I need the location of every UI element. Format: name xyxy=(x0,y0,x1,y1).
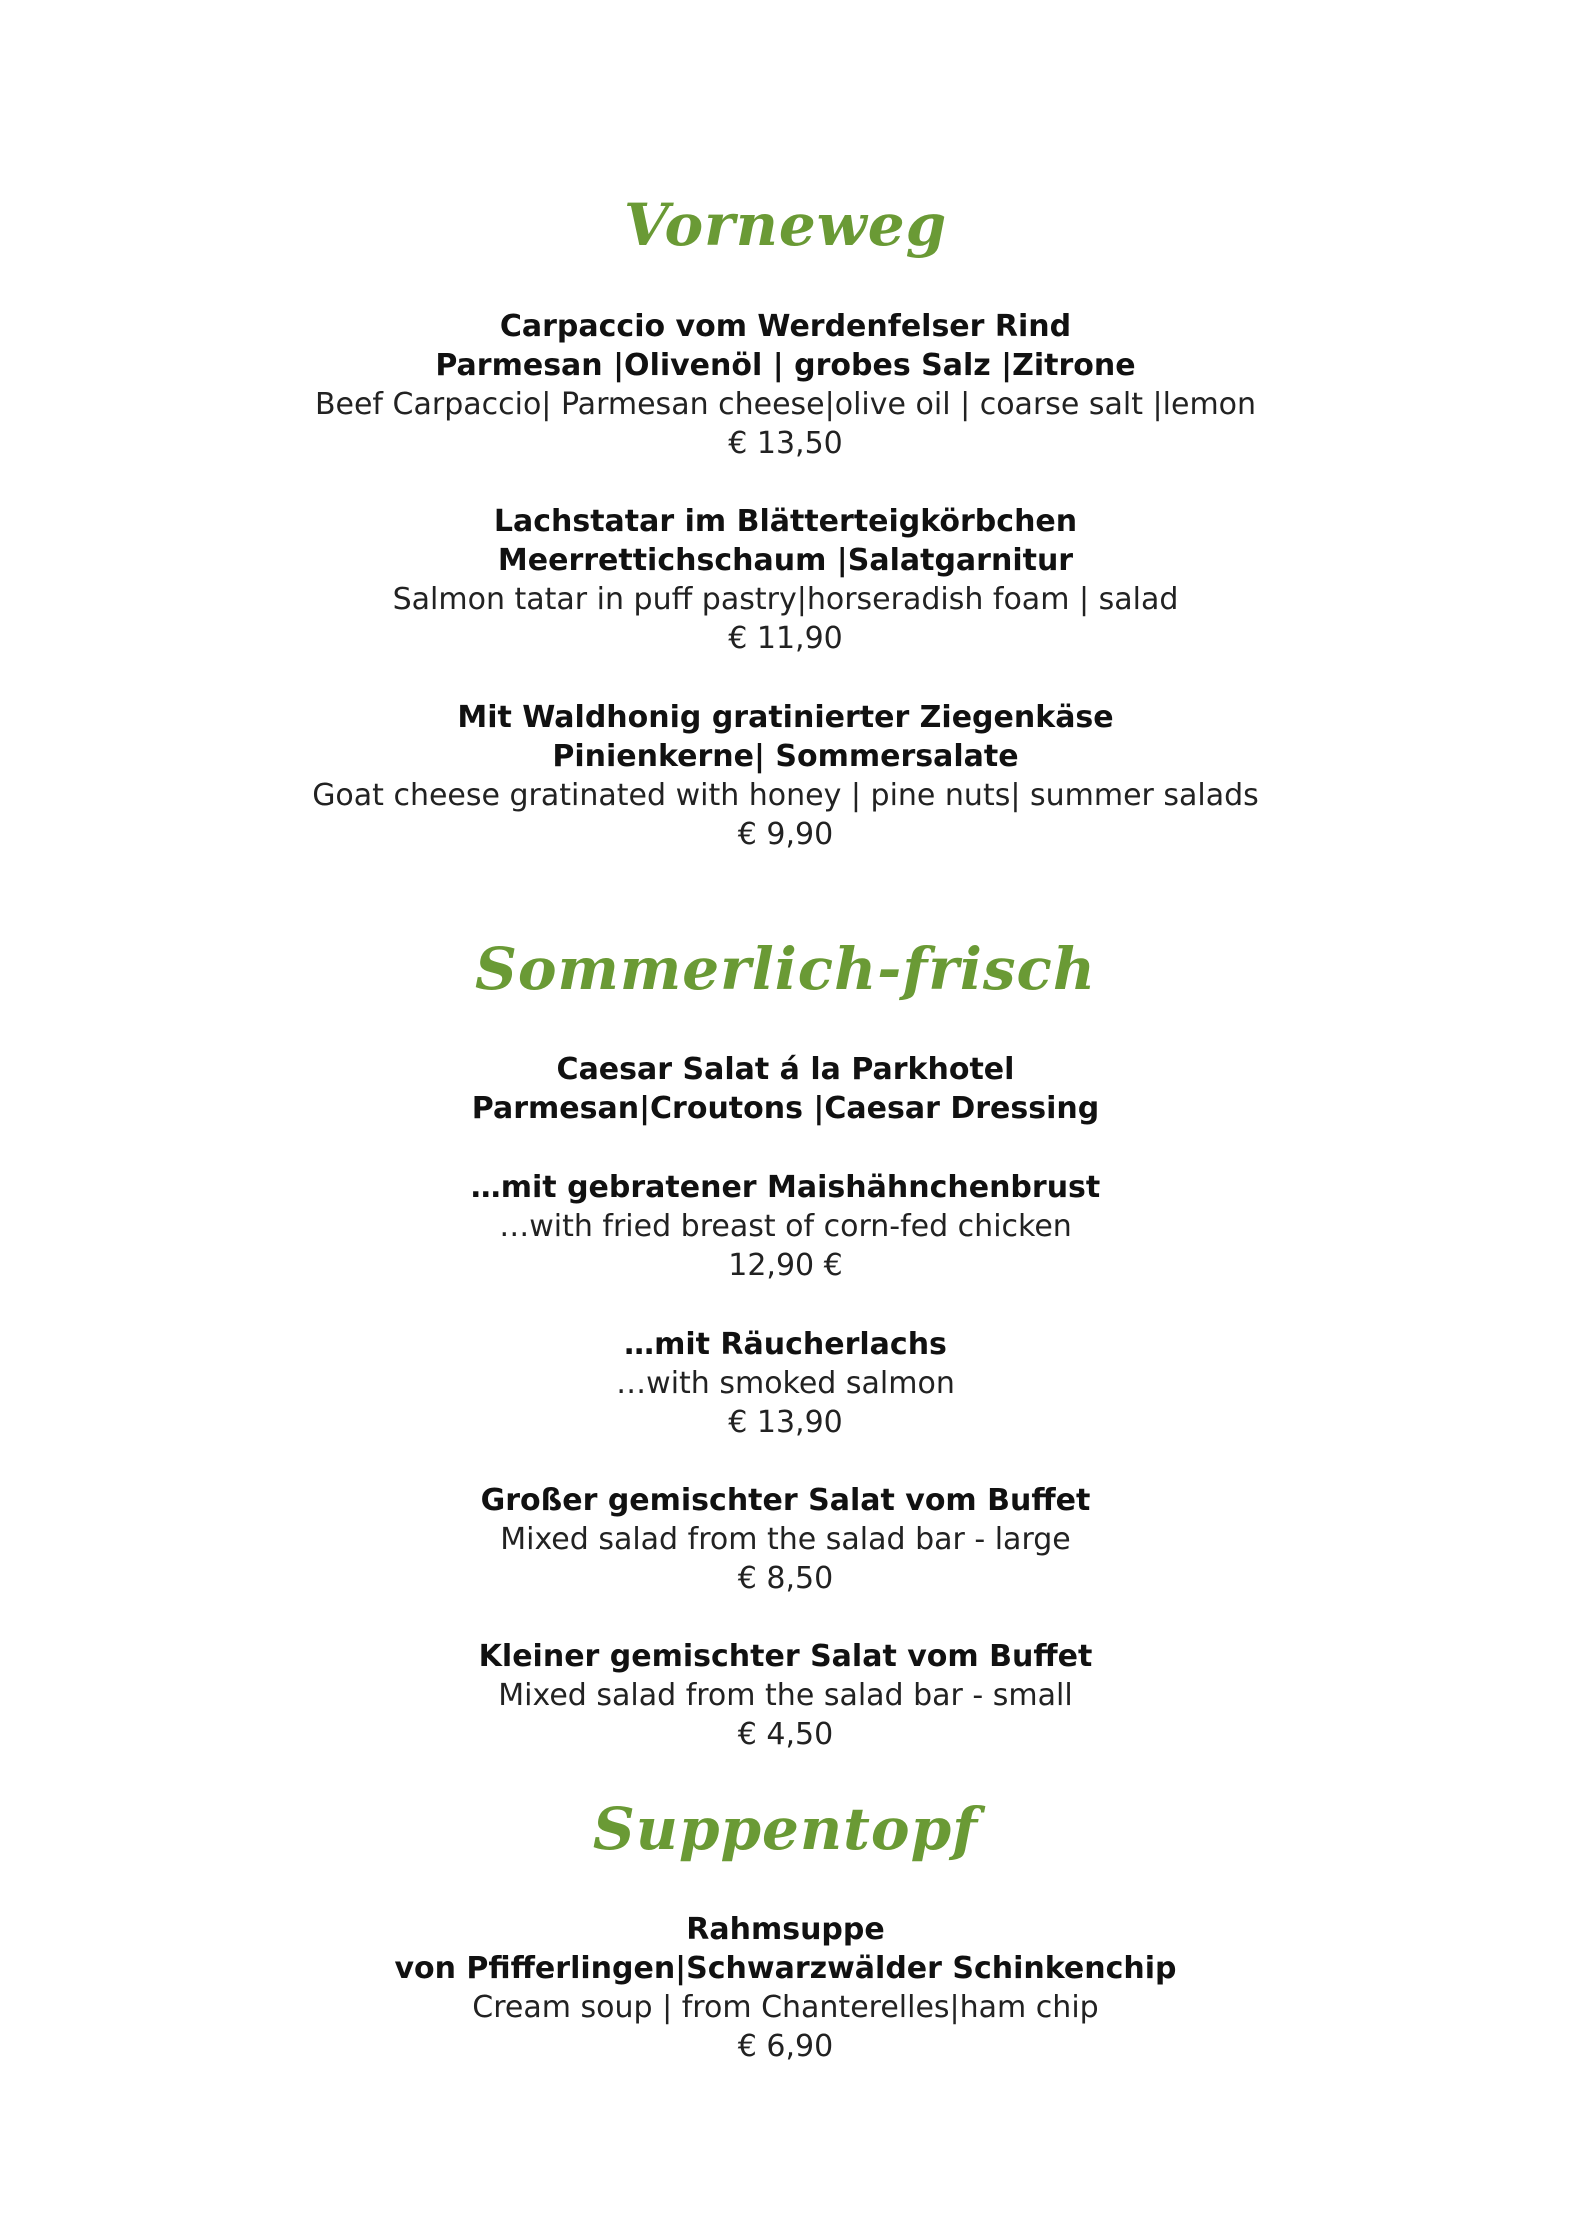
item-translation: Cream soup | from Chanterelles|ham chip xyxy=(472,1990,1099,2025)
item-name: Caesar Salat á la Parkhotel xyxy=(556,1052,1015,1087)
item-translation: Goat cheese gratinated with honey | pine nuts| summer salads xyxy=(312,778,1259,813)
item-name: Mit Waldhonig gratinierter Ziegenkäse xyxy=(457,700,1114,735)
item-translation: Mixed salad from the salad bar - small xyxy=(498,1678,1073,1713)
item-translation: Mixed salad from the salad bar - large xyxy=(500,1522,1071,1557)
menu-item-ziegenkaese xyxy=(0,698,1571,854)
item-garnish: Parmesan|Croutons |Caesar Dressing xyxy=(471,1091,1100,1126)
item-name: Rahmsuppe xyxy=(686,1912,885,1947)
menu-item-lachstatar xyxy=(0,502,1571,658)
menu-item-rahmsuppe xyxy=(0,1910,1571,2066)
item-price: € 4,50 xyxy=(737,1717,834,1752)
item-price: € 13,90 xyxy=(728,1405,843,1440)
menu-item-carpaccio xyxy=(0,307,1571,463)
item-price: € 8,50 xyxy=(737,1561,834,1596)
item-price: € 9,90 xyxy=(737,817,834,852)
item-price: € 6,90 xyxy=(737,2029,834,2064)
item-name: …mit gebratener Maishähnchenbrust xyxy=(470,1170,1101,1205)
section-title-suppentopf: Suppentopf xyxy=(592,1795,979,1863)
section-title-sommerlich-frisch: Sommerlich-frisch xyxy=(474,935,1097,1003)
item-translation: …with fried breast of corn-fed chicken xyxy=(499,1209,1072,1244)
item-name: Großer gemischter Salat vom Buffet xyxy=(480,1483,1091,1518)
item-name: …mit Räucherlachs xyxy=(624,1327,947,1362)
menu-item-caesar-salat xyxy=(0,1050,1571,1128)
section-title-vorneweg: Vorneweg xyxy=(623,191,948,259)
item-price: 12,90 € xyxy=(728,1248,843,1283)
item-name: Kleiner gemischter Salat vom Buffet xyxy=(478,1639,1093,1674)
item-garnish: Parmesan |Olivenöl | grobes Salz |Zitrone xyxy=(435,348,1136,383)
menu-item-raeucherlachs xyxy=(0,1325,1571,1442)
item-garnish: Meerrettichschaum |Salatgarnitur xyxy=(497,543,1074,578)
item-name: Carpaccio vom Werdenfelser Rind xyxy=(499,309,1072,344)
item-translation: Beef Carpaccio| Parmesan cheese|olive oil | coarse salt |lemon xyxy=(314,387,1257,422)
menu-item-kleiner-salat xyxy=(0,1637,1571,1754)
menu-item-grosser-salat xyxy=(0,1481,1571,1598)
item-price: € 13,50 xyxy=(728,426,843,461)
item-garnish: von Pfifferlingen|Schwarzwälder Schinkenchip xyxy=(394,1951,1177,1986)
item-price: € 11,90 xyxy=(728,621,843,656)
item-garnish: Pinienkerne| Sommersalate xyxy=(552,739,1019,774)
item-name: Lachstatar im Blätterteigkörbchen xyxy=(493,504,1078,539)
item-translation: Salmon tatar in puff pastry|horseradish foam | salad xyxy=(392,582,1179,617)
item-translation: …with smoked salmon xyxy=(616,1366,955,1401)
menu-item-maishaehnchen xyxy=(0,1168,1571,1285)
